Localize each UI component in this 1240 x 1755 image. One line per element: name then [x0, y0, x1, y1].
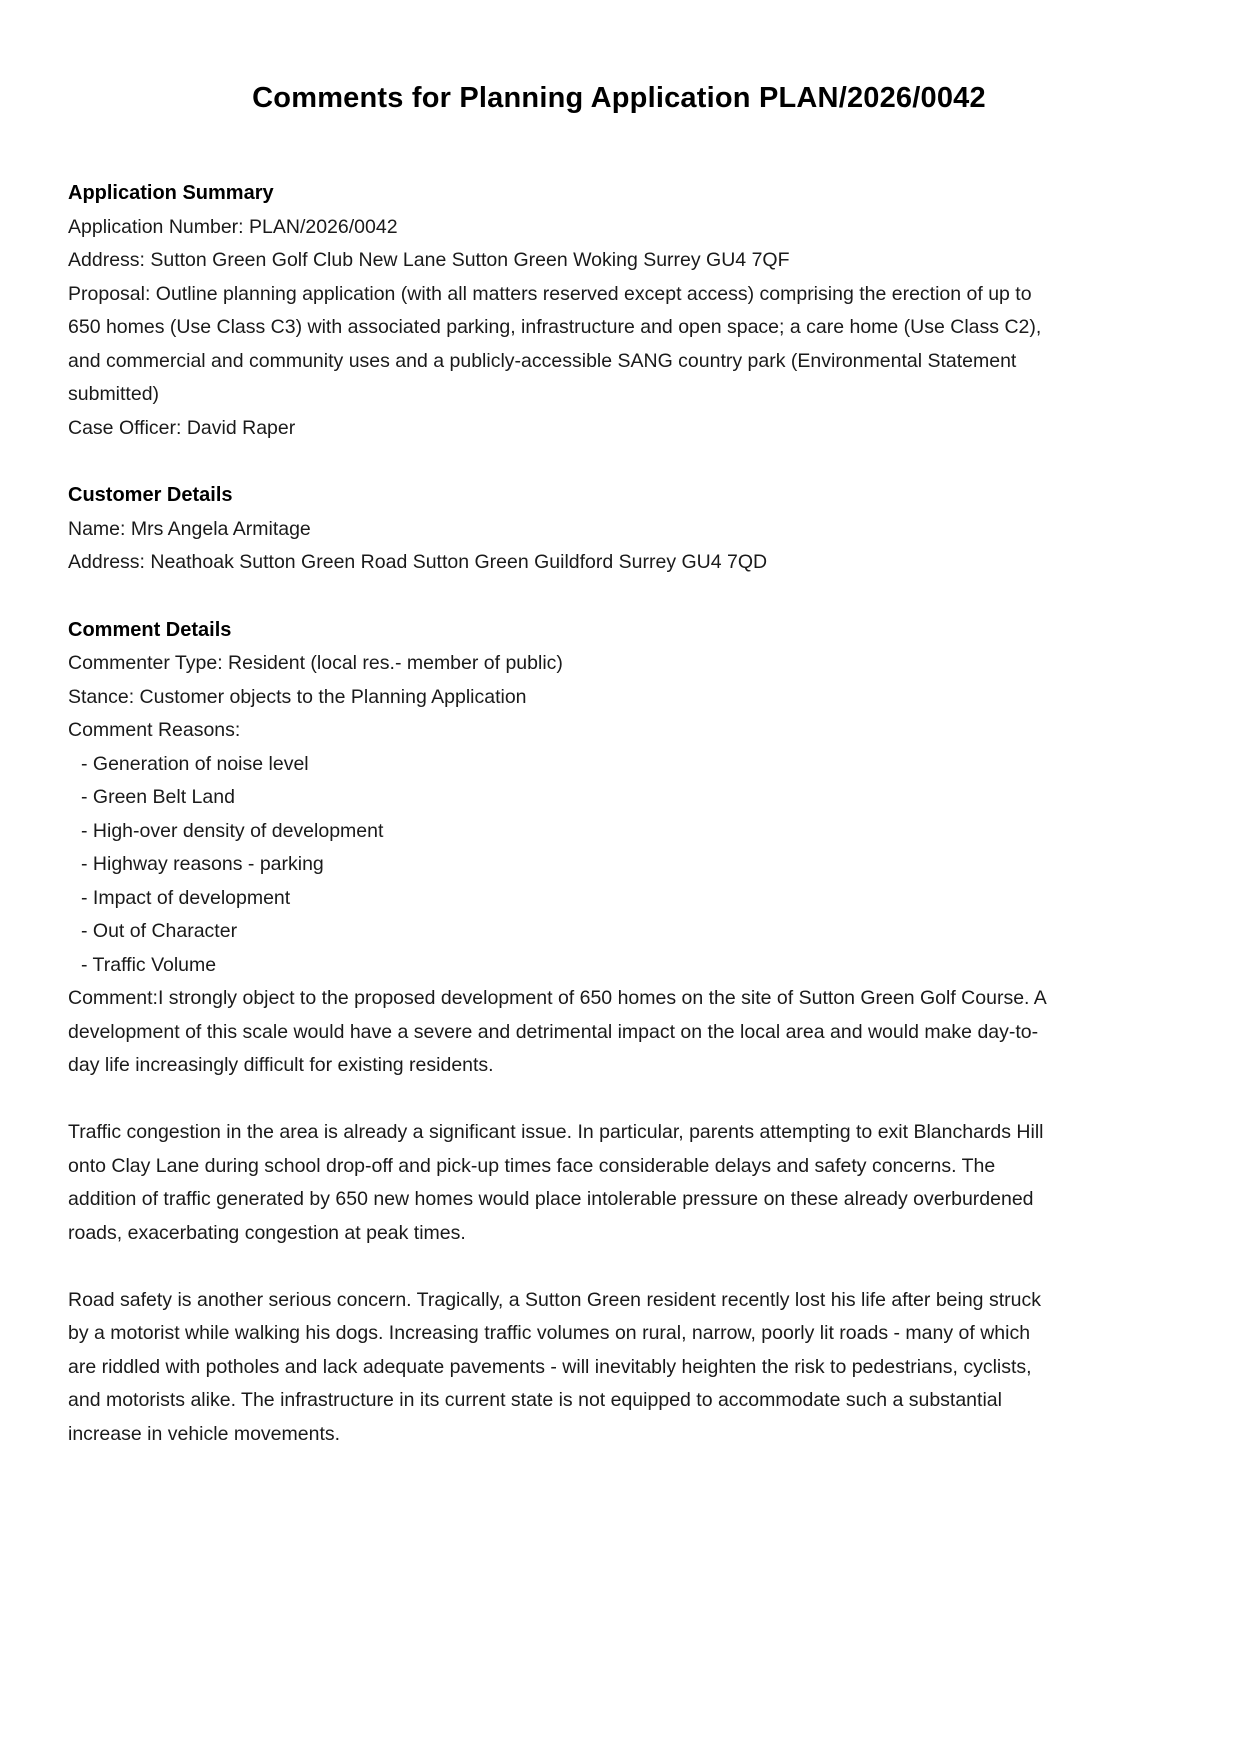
customer-name-line: Name: Mrs Angela Armitage	[68, 517, 311, 540]
application-address-line: Address: Sutton Green Golf Club New Lane Sutton Green Woking Surrey GU4 7QF	[68, 249, 790, 271]
commenter-type-line: Commenter Type: Resident (local res.- member of public)	[68, 652, 563, 674]
case-officer-line: Case Officer: David Raper	[68, 416, 296, 439]
application-proposal-line: Proposal: Outline planning application (with all matters reserved except access) comprising the erection of up to 650 homes (Use Class C3) with associated parking, infrastructure and open space; a care home (Use Class C2), and commercial and community uses and a publicly-accessible SANG country park (Environmental Statement submitted)	[68, 282, 1042, 405]
comment-reason-item: - Impact of development	[81, 886, 291, 909]
section-customer-details	[68, 479, 1058, 580]
comment-reason-item: - Out of Character	[81, 920, 238, 942]
comment-reason-item: - High-over density of development	[81, 819, 384, 842]
comment-paragraph: Comment:I strongly object to the proposed development of 650 homes on the site of Sutton Green Golf Course. A development of this scale would have a severe and detrimental impact on the local area and would make day-to-day life increasingly difficult for existing residents.	[68, 987, 1046, 1076]
section-comment-details	[68, 614, 1058, 1452]
comment-reason-item: - Generation of noise level	[81, 752, 309, 775]
comment-reason-item: - Traffic Volume	[81, 953, 217, 976]
comment-reasons-label: Comment Reasons:	[68, 719, 241, 741]
comment-reason-item: - Highway reasons - parking	[81, 853, 324, 875]
comment-reasons-list	[68, 748, 1058, 983]
comment-reason-item: - Green Belt Land	[81, 786, 235, 808]
section-application-summary	[68, 177, 1058, 445]
document-title: Comments for Planning Application PLAN/2026/0042	[252, 82, 986, 114]
application-summary-heading: Application Summary	[68, 182, 274, 204]
comment-details-heading: Comment Details	[68, 618, 232, 641]
application-number-line: Application Number: PLAN/2026/0042	[68, 215, 398, 238]
customer-details-heading: Customer Details	[68, 484, 233, 506]
comment-paragraph: Traffic congestion in the area is already a significant issue. In particular, parents attempting to exit Blanchards Hill onto Clay Lane during school drop-off and pick-up times face considerable delays and safety concerns. The addition of traffic generated by 650 new homes would place intolerable pressure on these already overburdened roads, exacerbating congestion at peak times.	[68, 1121, 1044, 1244]
stance-line: Stance: Customer objects to the Planning Application	[68, 685, 527, 708]
comment-paragraph: Road safety is another serious concern. Tragically, a Sutton Green resident recently lost his life after being struck by a motorist while walking his dogs. Increasing traffic volumes on rural, narrow, poorly lit roads - many of which are riddled with potholes and lack adequate pavements - will inevitably heighten the risk to pedestrians, cyclists, and motorists alike. The infrastructure in its current state is not equipped to accommodate such a substantial increase in vehicle movements.	[68, 1288, 1041, 1445]
customer-address-line: Address: Neathoak Sutton Green Road Sutton Green Guildford Surrey GU4 7QD	[68, 551, 768, 573]
document-content	[68, 177, 1058, 1451]
